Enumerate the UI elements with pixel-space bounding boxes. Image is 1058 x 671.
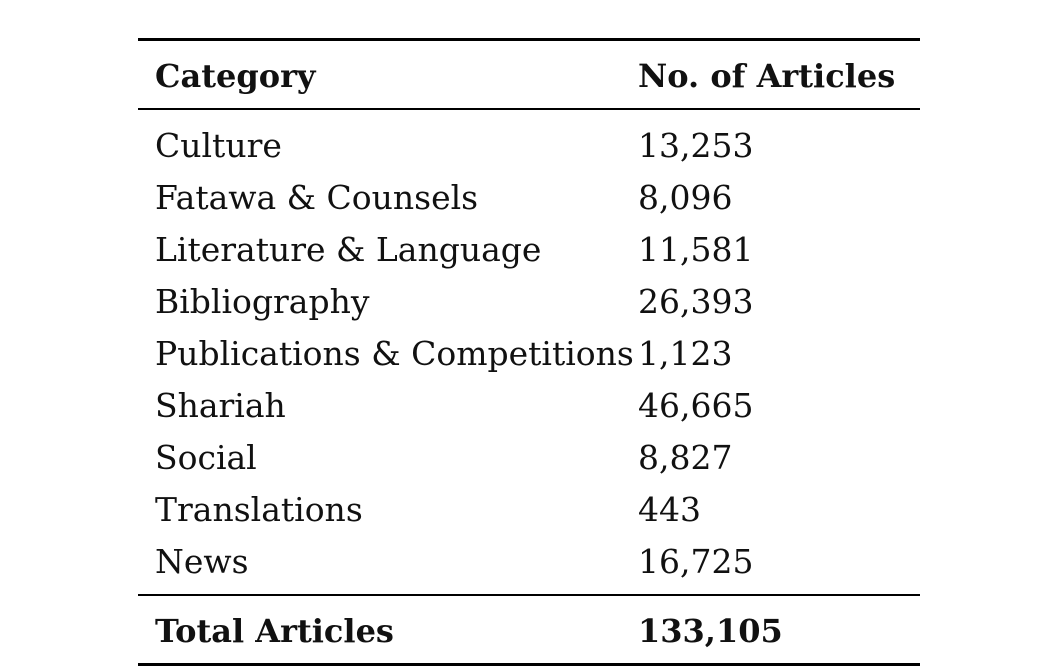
total-value: 133,105 [638, 612, 783, 650]
table-row [138, 380, 920, 432]
table-header-rule [138, 108, 920, 110]
category-cell: Bibliography [155, 282, 370, 321]
count-cell: 1,123 [638, 334, 733, 373]
table-row [138, 484, 920, 536]
header-category: Category [155, 57, 316, 95]
count-cell: 13,253 [638, 126, 754, 165]
count-cell: 8,096 [638, 178, 733, 217]
table-bottom-rule [138, 663, 920, 666]
count-cell: 46,665 [638, 386, 754, 425]
table-row [138, 172, 920, 224]
count-cell: 443 [638, 490, 701, 529]
count-cell: 11,581 [638, 230, 754, 269]
table-row [138, 120, 920, 172]
category-cell: Fatawa & Counsels [155, 178, 479, 217]
category-cell: Culture [155, 126, 282, 165]
table-row [138, 276, 920, 328]
count-cell: 26,393 [638, 282, 754, 321]
count-cell: 8,827 [638, 438, 733, 477]
table-row [138, 328, 920, 380]
category-cell: Literature & Language [155, 230, 542, 269]
category-cell: Shariah [155, 386, 286, 425]
table-header-row [138, 50, 920, 102]
table-row [138, 224, 920, 276]
table-total-row [138, 605, 920, 657]
category-cell: Publications & Competitions [155, 334, 634, 373]
total-label: Total Articles [155, 612, 394, 650]
category-cell: Translations [155, 490, 363, 529]
header-article-count: No. of Articles [638, 57, 896, 95]
table-row [138, 536, 920, 588]
category-cell: Social [155, 438, 257, 477]
category-cell: News [155, 542, 249, 581]
table-total-rule [138, 594, 920, 596]
table-row [138, 432, 920, 484]
table-top-rule [138, 38, 920, 41]
count-cell: 16,725 [638, 542, 754, 581]
